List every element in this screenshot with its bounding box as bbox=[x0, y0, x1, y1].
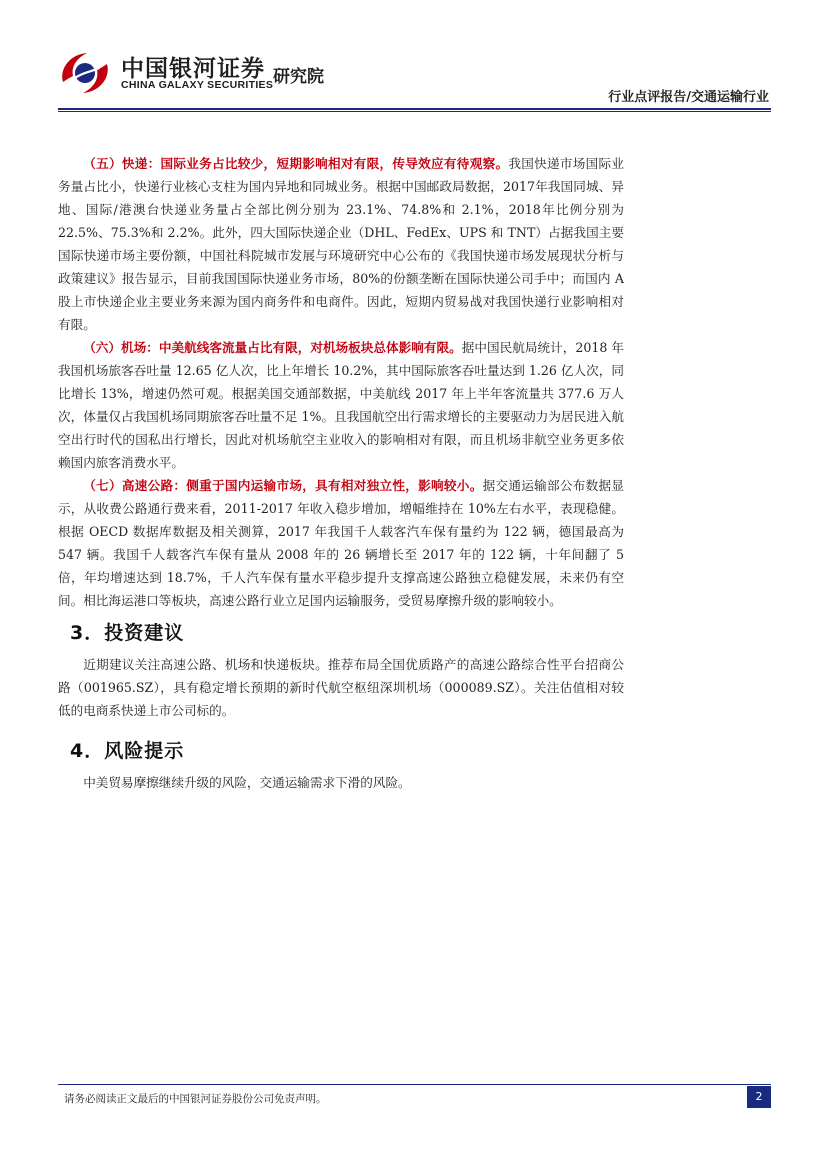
section-title-investment: 3．投资建议 bbox=[70, 622, 185, 644]
paragraph-highway bbox=[58, 474, 624, 612]
section-title-risk: 4．风险提示 bbox=[70, 740, 185, 762]
page-header bbox=[0, 0, 827, 112]
brand-name: 中国银河证券 bbox=[121, 56, 265, 82]
paragraph-express bbox=[58, 152, 624, 336]
header-divider bbox=[58, 108, 771, 112]
paragraph-text: 据交通运输部公布数据显示，从收费公路通行费来看，2011-2017 年收入稳步增加，增幅维持在 10%左右水平，表现稳健。根据 OECD 数据库数据及相关测算，2017 年我国千人载客汽车保有量约为 122 辆，德国最高为 547 辆。我国千人载客汽车保有量从 2008 年的 26 辆增长至 2017 年的 122 辆，十年间翻了 5 倍，年均增速达到 18.7%，千人汽车保有量水平稳步提升支撑高速公路独立稳健发展，未来仍有空间。相比海运港口等板块，高速公路行业立足国内运输服务，受贸易摩擦升级的影响较小。 bbox=[58, 478, 625, 608]
paragraph-heading: （五）快递：国际业务占比较少，短期影响相对有限，传导效应有待观察。 bbox=[83, 156, 509, 171]
paragraph-text: 我国快递市场国际业务量占比小，快递行业核心支柱为国内异地和同城业务。根据中国邮政局数据，2017年我国同城、异地、国际/港澳台快递业务量占全部比例分别为 23.1%、74.8%和 2.1%，2018年比例分别为 22.5%、75.3%和 2.2%。此外，四大国际快递企业（DHL、FedEx、UPS 和 TNT）占据我国主要国际快递市场主要份额，中国社科院城市发展与环境研究中心公布的《我国快递市场发展现状分析与政策建议》报告显示，目前我国国际快递业务市场，80%的份额垄断在国际快递公司手中；而国内 A 股上市快递企业主要业务来源为国内商务件和电商件。因此，短期内贸易战对我国快递行业影响相对有限。 bbox=[58, 156, 625, 332]
brand-subtitle: 研究院 bbox=[273, 67, 324, 87]
page-number: 2 bbox=[747, 1086, 771, 1108]
footer-divider bbox=[58, 1084, 771, 1085]
brand-english-name: CHINA GALAXY SECURITIES bbox=[121, 79, 274, 91]
paragraph-text: 据中国民航局统计，2018 年我国机场旅客吞吐量 12.65 亿人次，比上年增长 10.2%，其中国际旅客吞吐量达到 1.26 亿人次，同比增长 13%，增速仍然可观。根据美国交通部数据，中美航线 2017 年上半年客流量共 377.6 万人次，体量仅占我国机场同期旅客吞吐量不足 1%。且我国航空出行需求增长的主要驱动力为居民进入航空出行时代的国私出行增长，因此对机场航空主业收入的影响相对有限，而且机场非航空业务更多依赖国内旅客消费水平。 bbox=[58, 340, 624, 470]
footer-disclaimer: 请务必阅读正文最后的中国银河证券股份公司免责声明。 bbox=[64, 1093, 327, 1105]
galaxy-logo-icon bbox=[57, 48, 113, 98]
paragraph-airport bbox=[58, 336, 624, 474]
paragraph-investment: 近期建议关注高速公路、机场和快递板块。推荐布局全国优质路产的高速公路综合性平台招商公路（001965.SZ），具有稳定增长预期的新时代航空枢纽深圳机场（000089.SZ）。关注估值相对较低的电商系快递上市公司标的。 bbox=[58, 657, 625, 718]
paragraph-risk: 中美贸易摩擦继续升级的风险，交通运输需求下滑的风险。 bbox=[83, 775, 411, 790]
report-type: 行业点评报告/交通运输行业 bbox=[608, 90, 769, 105]
report-body bbox=[58, 152, 624, 794]
paragraph-heading: （七）高速公路：侧重于国内运输市场，具有相对独立性，影响较小。 bbox=[83, 478, 483, 493]
paragraph-heading: （六）机场：中美航线客流量占比有限，对机场板块总体影响有限。 bbox=[83, 340, 462, 355]
